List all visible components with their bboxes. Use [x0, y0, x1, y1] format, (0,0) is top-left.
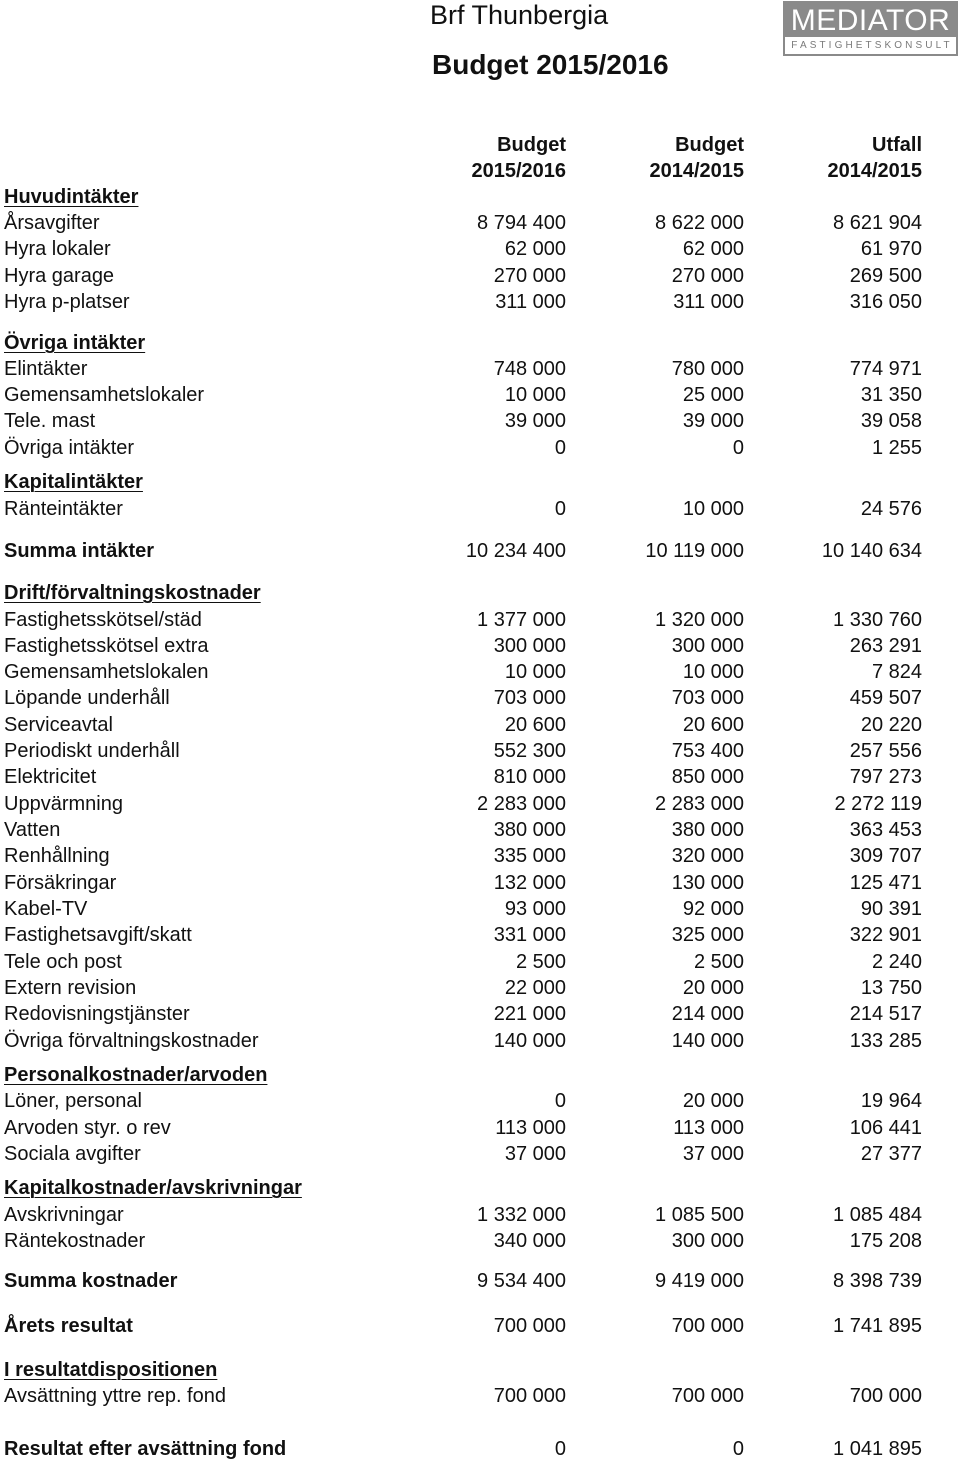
row-label: Löpande underhåll: [4, 687, 170, 709]
row-ovriga-forvaltningskostnader: [0, 1028, 960, 1054]
row-kabel-tv: [0, 896, 960, 922]
value-budget-2014-2015: 92 000: [682, 898, 744, 920]
row-redovisningstjanster: [0, 1001, 960, 1027]
total-label: Summa kostnader: [4, 1270, 178, 1292]
row-sociala-avgifter: [0, 1141, 960, 1167]
value-budget-2015-2016: 300 000: [493, 635, 566, 657]
value-budget-2015-2016: 37 000: [504, 1143, 566, 1165]
value-budget-2014-2015: 20 000: [682, 1090, 744, 1112]
row-arsavgifter: [0, 210, 960, 236]
value-budget-2014-2015: 10 119 000: [645, 540, 744, 562]
row-label: Årsavgifter: [4, 212, 100, 234]
value-budget-2015-2016: 0: [554, 498, 566, 520]
row-arvoden-styr-o-rev: [0, 1115, 960, 1141]
row-label: Ränteintäkter: [4, 498, 123, 520]
value-utfall-2014-2015: 175 208: [849, 1230, 922, 1252]
column-header-year-2014-2015: 2014/2015: [649, 160, 744, 182]
section-heading-personalkostnader: [0, 1062, 960, 1088]
logo-wordmark: MEDIATOR: [785, 3, 956, 37]
row-avskrivningar: [0, 1202, 960, 1228]
row-serviceavtal: [0, 712, 960, 738]
total-label: Summa intäkter: [4, 540, 155, 562]
row-label: Vatten: [4, 819, 61, 841]
value-utfall-2014-2015: 125 471: [849, 872, 922, 894]
value-budget-2015-2016: 380 000: [493, 819, 566, 841]
row-forsakringar: [0, 870, 960, 896]
value-budget-2015-2016: 20 600: [504, 714, 566, 736]
value-utfall-2014-2015: 700 000: [849, 1385, 922, 1407]
section-heading-kapitalkostnader: [0, 1175, 960, 1201]
value-budget-2014-2015: 20 600: [682, 714, 744, 736]
value-budget-2015-2016: 311 000: [495, 291, 566, 313]
value-utfall-2014-2015: 13 750: [860, 977, 922, 999]
value-utfall-2014-2015: 269 500: [849, 265, 922, 287]
page-title: Budget 2015/2016: [432, 49, 669, 80]
row-gemensamhetslokalen: [0, 659, 960, 685]
value-budget-2015-2016: 9 534 400: [477, 1270, 566, 1292]
row-label: Redovisningstjänster: [4, 1003, 190, 1025]
column-header-line2: [0, 158, 960, 184]
value-utfall-2014-2015: 322 901: [849, 924, 922, 946]
row-label: Kabel-TV: [4, 898, 88, 920]
value-utfall-2014-2015: 1 255: [871, 437, 922, 459]
row-label: Sociala avgifter: [4, 1143, 141, 1165]
value-budget-2015-2016: 62 000: [504, 238, 566, 260]
column-header-budget-2015-2016: Budget: [497, 134, 566, 156]
value-utfall-2014-2015: 263 291: [849, 635, 922, 657]
value-budget-2015-2016: 748 000: [493, 358, 566, 380]
row-label: Renhållning: [4, 845, 110, 867]
value-utfall-2014-2015: 774 971: [849, 358, 922, 380]
value-budget-2014-2015: 0: [732, 437, 744, 459]
value-budget-2015-2016: 2 500: [515, 951, 566, 973]
column-header-budget-2014-2015: Budget: [675, 134, 744, 156]
section-heading-label: Huvudintäkter: [4, 186, 139, 208]
row-ranteintakter: [0, 496, 960, 522]
value-budget-2014-2015: 703 000: [671, 687, 744, 709]
row-extern-revision: [0, 975, 960, 1001]
value-utfall-2014-2015: 257 556: [849, 740, 922, 762]
row-lopande-underhall: [0, 685, 960, 711]
row-label: Försäkringar: [4, 872, 117, 894]
value-budget-2015-2016: 8 794 400: [477, 212, 566, 234]
value-utfall-2014-2015: 2 240: [871, 951, 922, 973]
value-budget-2014-2015: 270 000: [671, 265, 744, 287]
value-budget-2015-2016: 700 000: [493, 1385, 566, 1407]
row-hyra-p-platser: [0, 289, 960, 315]
value-utfall-2014-2015: 24 576: [860, 498, 922, 520]
value-utfall-2014-2015: 106 441: [849, 1117, 922, 1139]
row-summa-kostnader: [0, 1268, 960, 1294]
value-budget-2014-2015: 20 000: [682, 977, 744, 999]
section-heading-label: Kapitalintäkter: [4, 471, 143, 493]
row-label: Fastighetsskötsel extra: [4, 635, 209, 657]
value-utfall-2014-2015: 316 050: [849, 291, 922, 313]
value-budget-2014-2015: 8 622 000: [655, 212, 744, 234]
row-label: Periodiskt underhåll: [4, 740, 180, 762]
column-header-line1: [0, 132, 960, 158]
value-budget-2014-2015: 300 000: [671, 1230, 744, 1252]
row-label: Tele. mast: [4, 410, 96, 432]
value-utfall-2014-2015: 133 285: [849, 1030, 922, 1052]
value-budget-2015-2016: 0: [554, 1438, 566, 1460]
row-label: Övriga förvaltningskostnader: [4, 1030, 259, 1052]
value-budget-2015-2016: 10 000: [504, 661, 566, 683]
value-budget-2015-2016: 221 000: [493, 1003, 566, 1025]
value-budget-2015-2016: 2 283 000: [477, 793, 566, 815]
value-budget-2015-2016: 270 000: [493, 265, 566, 287]
row-label: Avsättning yttre rep. fond: [4, 1385, 226, 1407]
value-utfall-2014-2015: 1 741 895: [833, 1315, 922, 1337]
value-budget-2014-2015: 1 085 500: [655, 1204, 744, 1226]
value-utfall-2014-2015: 7 824: [871, 661, 922, 683]
value-utfall-2014-2015: 8 621 904: [833, 212, 922, 234]
value-budget-2014-2015: 300 000: [671, 635, 744, 657]
value-utfall-2014-2015: 459 507: [849, 687, 922, 709]
value-utfall-2014-2015: 20 220: [860, 714, 922, 736]
row-label: Hyra garage: [4, 265, 115, 287]
value-utfall-2014-2015: 39 058: [860, 410, 922, 432]
row-vatten: [0, 817, 960, 843]
value-budget-2015-2016: 93 000: [504, 898, 566, 920]
value-budget-2014-2015: 325 000: [671, 924, 744, 946]
value-budget-2014-2015: 130 000: [671, 872, 744, 894]
value-budget-2015-2016: 700 000: [493, 1315, 566, 1337]
value-budget-2015-2016: 340 000: [493, 1230, 566, 1252]
value-budget-2014-2015: 39 000: [682, 410, 744, 432]
value-utfall-2014-2015: 2 272 119: [834, 793, 922, 815]
value-budget-2015-2016: 335 000: [493, 845, 566, 867]
value-utfall-2014-2015: 90 391: [860, 898, 922, 920]
value-budget-2015-2016: 10 000: [504, 384, 566, 406]
row-label: Arvoden styr. o rev: [4, 1117, 171, 1139]
value-budget-2014-2015: 9 419 000: [655, 1270, 744, 1292]
value-budget-2015-2016: 810 000: [493, 766, 566, 788]
value-utfall-2014-2015: 309 707: [849, 845, 922, 867]
value-budget-2014-2015: 2 500: [693, 951, 744, 973]
value-budget-2014-2015: 380 000: [671, 819, 744, 841]
value-budget-2015-2016: 703 000: [493, 687, 566, 709]
row-renhallning: [0, 843, 960, 869]
value-budget-2014-2015: 850 000: [671, 766, 744, 788]
value-budget-2014-2015: 10 000: [682, 498, 744, 520]
value-budget-2015-2016: 331 000: [493, 924, 566, 946]
value-utfall-2014-2015: 1 085 484: [833, 1204, 922, 1226]
row-label: Räntekostnader: [4, 1230, 146, 1252]
row-fastighetsskotsel-extra: [0, 633, 960, 659]
value-budget-2014-2015: 320 000: [671, 845, 744, 867]
value-budget-2015-2016: 140 000: [493, 1030, 566, 1052]
value-utfall-2014-2015: 61 970: [860, 238, 922, 260]
value-utfall-2014-2015: 363 453: [849, 819, 922, 841]
value-budget-2014-2015: 1 320 000: [655, 609, 744, 631]
section-heading-resultatdisposition: [0, 1357, 960, 1383]
value-budget-2014-2015: 753 400: [671, 740, 744, 762]
value-budget-2014-2015: 2 283 000: [655, 793, 744, 815]
value-budget-2015-2016: 0: [554, 437, 566, 459]
value-budget-2015-2016: 39 000: [504, 410, 566, 432]
value-utfall-2014-2015: 1 330 760: [833, 609, 922, 631]
column-header-utfall-2014-2015: Utfall: [872, 134, 922, 156]
value-utfall-2014-2015: 10 140 634: [821, 540, 922, 562]
value-budget-2014-2015: 62 000: [682, 238, 744, 260]
row-periodiskt-underhall: [0, 738, 960, 764]
value-budget-2015-2016: 10 234 400: [465, 540, 566, 562]
org-name: Brf Thunbergia: [430, 0, 609, 30]
row-hyra-lokaler: [0, 236, 960, 262]
row-label: Serviceavtal: [4, 714, 113, 736]
value-utfall-2014-2015: 31 350: [860, 384, 922, 406]
row-label: Hyra p-platser: [4, 291, 130, 313]
row-loner-personal: [0, 1088, 960, 1114]
row-summa-intakter: [0, 538, 960, 564]
value-utfall-2014-2015: 1 041 895: [833, 1438, 922, 1460]
row-arets-resultat: [0, 1313, 960, 1339]
row-label: Tele och post: [4, 951, 122, 973]
value-budget-2014-2015: 113 000: [673, 1117, 744, 1139]
row-label: Gemensamhetslokalen: [4, 661, 209, 683]
row-tele-och-post: [0, 949, 960, 975]
row-fastighetsskotsel-stad: [0, 607, 960, 633]
value-utfall-2014-2015: 214 517: [849, 1003, 922, 1025]
row-label: Gemensamhetslokaler: [4, 384, 205, 406]
row-label: Hyra lokaler: [4, 238, 111, 260]
section-heading-label: Personalkostnader/arvoden: [4, 1064, 268, 1086]
row-resultat-efter-avsattning: [0, 1436, 960, 1462]
column-header-year-utfall-2014-2015: 2014/2015: [827, 160, 922, 182]
row-label: Fastighetsskötsel/städ: [4, 609, 202, 631]
total-label: Resultat efter avsättning fond: [4, 1438, 287, 1460]
value-budget-2014-2015: 780 000: [671, 358, 744, 380]
value-utfall-2014-2015: 797 273: [849, 766, 922, 788]
row-label: Löner, personal: [4, 1090, 142, 1112]
value-budget-2014-2015: 10 000: [682, 661, 744, 683]
section-heading-ovriga-intakter: [0, 330, 960, 356]
value-budget-2014-2015: 37 000: [682, 1143, 744, 1165]
value-budget-2015-2016: 132 000: [493, 872, 566, 894]
total-label: Årets resultat: [4, 1315, 133, 1337]
column-header-year-2015-2016: 2015/2016: [471, 160, 566, 182]
value-budget-2015-2016: 22 000: [504, 977, 566, 999]
row-label: Övriga intäkter: [4, 437, 135, 459]
value-budget-2014-2015: 700 000: [671, 1385, 744, 1407]
row-elektricitet: [0, 764, 960, 790]
section-heading-drift: [0, 580, 960, 606]
row-label: Fastighetsavgift/skatt: [4, 924, 192, 946]
row-gemensamhetslokaler: [0, 382, 960, 408]
section-heading-label: Kapitalkostnader/avskrivningar: [4, 1177, 302, 1199]
row-hyra-garage: [0, 263, 960, 289]
row-fastighetsavgift-skatt: [0, 922, 960, 948]
section-heading-label: Drift/förvaltningskostnader: [4, 582, 261, 604]
value-budget-2014-2015: 311 000: [673, 291, 744, 313]
row-tele-mast: [0, 408, 960, 434]
value-utfall-2014-2015: 19 964: [860, 1090, 922, 1112]
value-budget-2014-2015: 214 000: [671, 1003, 744, 1025]
section-heading-kapitalintakter: [0, 469, 960, 495]
row-avsattning-yttre-rep-fond: [0, 1383, 960, 1409]
row-elintakter: [0, 356, 960, 382]
mediator-logo: [783, 1, 958, 56]
value-budget-2014-2015: 700 000: [671, 1315, 744, 1337]
value-budget-2014-2015: 0: [732, 1438, 744, 1460]
section-heading-label: I resultatdispositionen: [4, 1359, 218, 1381]
row-uppvarmning: [0, 791, 960, 817]
value-utfall-2014-2015: 27 377: [860, 1143, 922, 1165]
value-utfall-2014-2015: 8 398 739: [833, 1270, 922, 1292]
section-heading-huvudintakter: [0, 184, 960, 210]
row-label: Elintäkter: [4, 358, 88, 380]
logo-tagline: FASTIGHETSKONSULT: [791, 40, 953, 51]
row-label: Elektricitet: [4, 766, 97, 788]
value-budget-2014-2015: 140 000: [671, 1030, 744, 1052]
value-budget-2015-2016: 113 000: [495, 1117, 566, 1139]
section-heading-label: Övriga intäkter: [4, 332, 146, 354]
row-label: Avskrivningar: [4, 1204, 124, 1226]
value-budget-2015-2016: 1 377 000: [477, 609, 566, 631]
row-ovriga-intakter: [0, 435, 960, 461]
row-label: Uppvärmning: [4, 793, 123, 815]
row-label: Extern revision: [4, 977, 137, 999]
value-budget-2015-2016: 0: [554, 1090, 566, 1112]
value-budget-2014-2015: 25 000: [682, 384, 744, 406]
row-rantekostnader: [0, 1228, 960, 1254]
value-budget-2015-2016: 552 300: [493, 740, 566, 762]
value-budget-2015-2016: 1 332 000: [477, 1204, 566, 1226]
